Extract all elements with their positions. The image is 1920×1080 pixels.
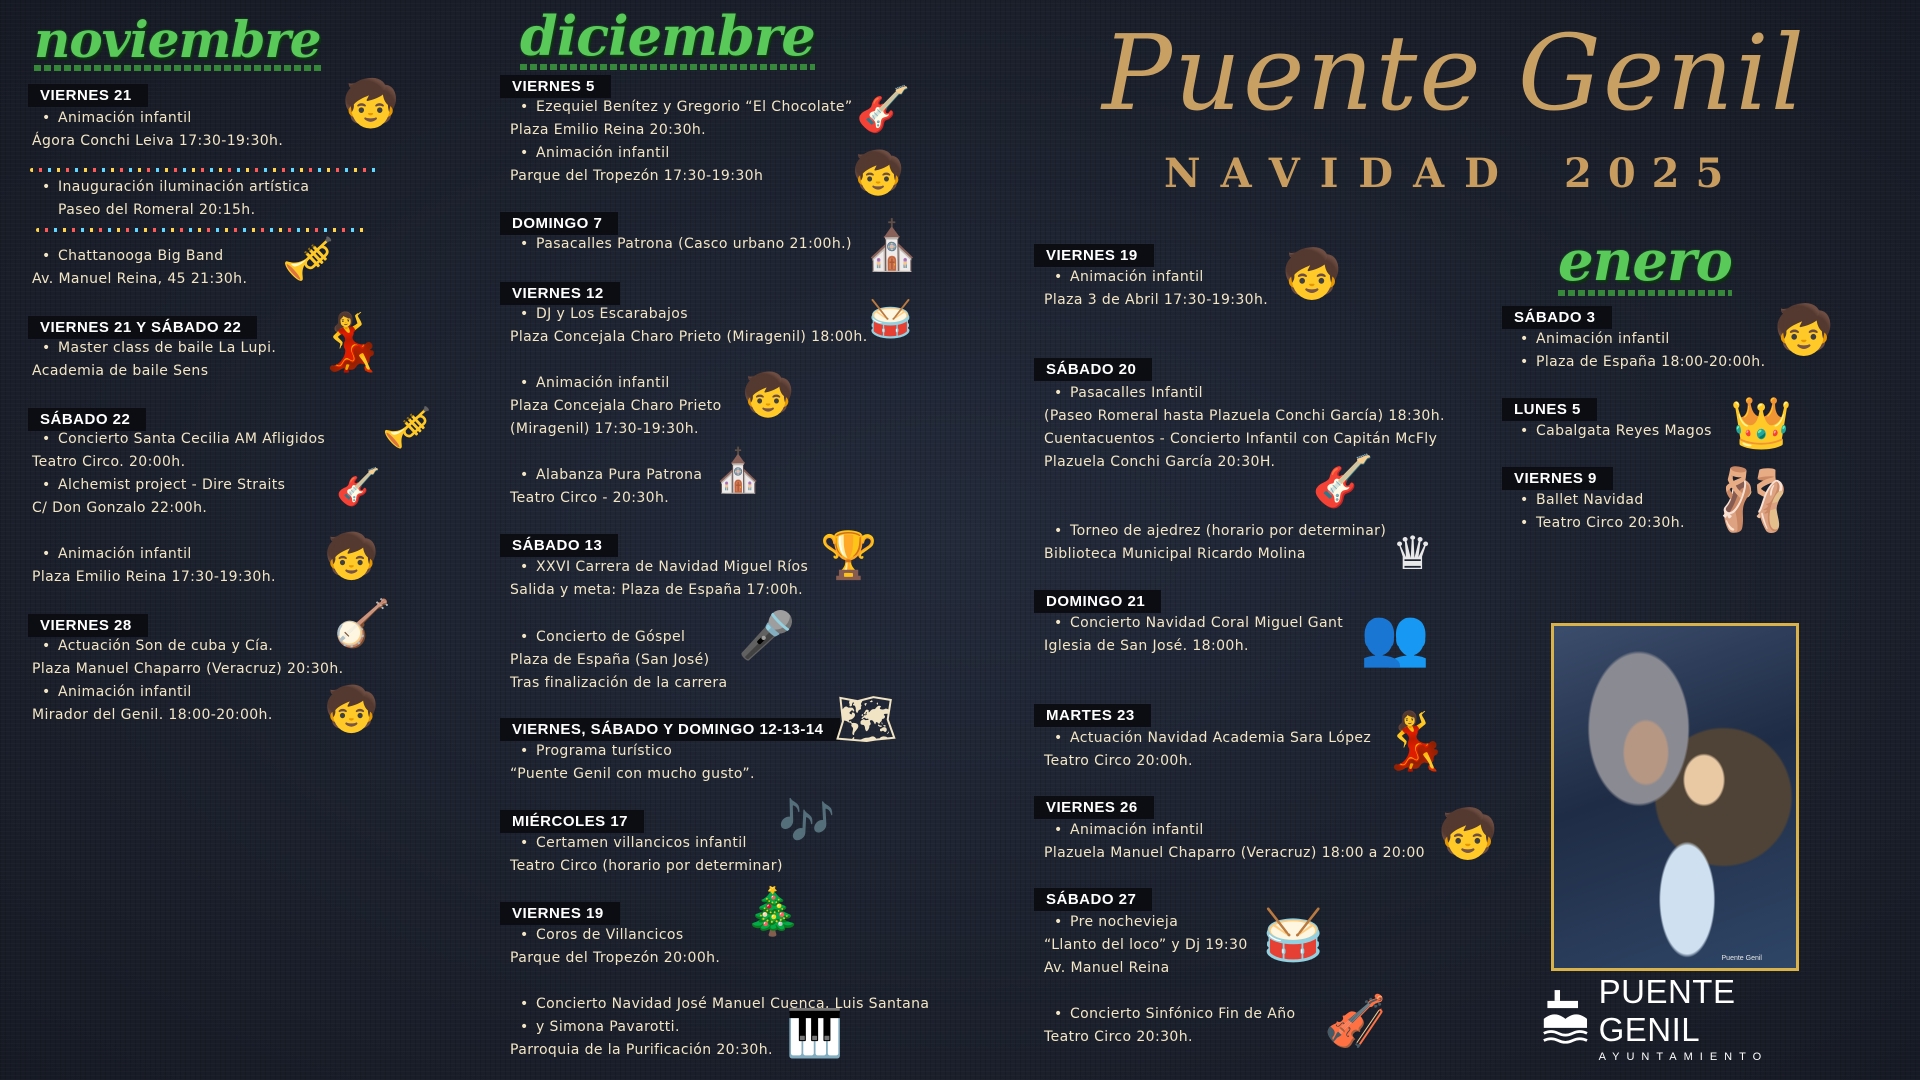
kids-play-icon: 🧒 (1774, 302, 1834, 358)
event-block (32, 635, 343, 727)
event-block (510, 96, 853, 188)
event-venue: Teatro Circo (horario por determinar) (510, 858, 783, 874)
rock-band-icon: 🎸 (336, 467, 381, 508)
day-header: VIERNES 5 (500, 75, 611, 98)
event-block (32, 428, 325, 520)
ayuntamiento-logo (1542, 973, 1822, 1063)
chess-pieces-icon: ♛ (1392, 526, 1434, 580)
day-header: VIERNES 28 (28, 614, 148, 637)
main-title-navidad: NAVIDAD (1164, 150, 1519, 197)
kids-play-icon: 🧒 (324, 684, 379, 735)
event-title: • Concierto de Góspel (510, 626, 727, 649)
guitar-icon: 🎸 (856, 84, 911, 135)
event-block (510, 740, 755, 786)
event-block (32, 337, 276, 383)
month-title-noviembre: noviembre (34, 10, 321, 69)
day-header: DOMINGO 21 (1034, 590, 1161, 613)
event-venue: C/ Don Gonzalo 22:00h. (32, 500, 208, 516)
day-header: MARTES 23 (1034, 704, 1151, 727)
event-venue: Plaza de España (San José) (510, 652, 710, 668)
event-venue: (Paseo Romeral hasta Plazuela Conchi García) 18:30h. (1044, 408, 1445, 424)
event-title: • Concierto Sinfónico Fin de Año (1044, 1003, 1296, 1026)
event-title: • Animación infantil (1044, 819, 1425, 842)
event-title: • Chattanooga Big Band (32, 245, 247, 268)
event-block (1044, 266, 1268, 312)
podium-icon: 🏆 (820, 528, 878, 582)
event-title: • Animación infantil (510, 372, 722, 395)
trumpet-player-icon: 🎺 (282, 234, 335, 283)
event-block (510, 303, 868, 349)
day-header: VIERNES 19 (500, 902, 620, 925)
rock-band-icon: 🥁 (1262, 906, 1325, 964)
event-title: • DJ y Los Escarabajos (510, 303, 868, 326)
day-header: VIERNES 12 (500, 282, 620, 305)
event-title: • Animación infantil (1510, 328, 1765, 351)
event-venue: Plazuela Manuel Chaparro (Veracruz) 18:00 a 20:00 (1044, 845, 1425, 861)
event-venue: Cuentacuentos - Concierto Infantil con Capitán McFly (1044, 431, 1438, 447)
event-venue: Salida y meta: Plaza de España 17:00h. (510, 582, 803, 598)
string-lights-top (30, 168, 380, 172)
day-header: VIERNES 9 (1502, 467, 1613, 490)
event-title: • Animación infantil (1044, 266, 1268, 289)
three-kings-icon: 👑 (1730, 394, 1793, 452)
event-title: • Concierto Santa Cecilia AM Afligidos (32, 428, 325, 451)
day-header: MIÉRCOLES 17 (500, 810, 644, 833)
day-header: SÁBADO 22 (28, 408, 146, 431)
event-block (32, 107, 283, 153)
event-venue: Plaza Concejala Charo Prieto (Miragenil) 18:00h. (510, 329, 868, 345)
event-title: • Pasacalles Patrona (Casco urbano 21:00h.) (510, 233, 852, 256)
flamenco-dancer-icon: 💃 (316, 310, 386, 375)
event-title: • Animación infantil (32, 107, 283, 130)
kids-play-icon: 🧒 (1438, 806, 1498, 862)
event-title: • Animación infantil (32, 681, 343, 704)
holy-family-painting (1551, 623, 1799, 971)
event-block (32, 543, 276, 589)
event-block (32, 245, 247, 291)
event-block (510, 993, 929, 1062)
tourism-icon: 🗺 (834, 690, 898, 748)
event-venue: “Puente Genil con mucho gusto”. (510, 766, 755, 782)
event-title: • Inauguración iluminación artística (32, 176, 309, 199)
rock-band-icon: 🥁 (868, 299, 913, 340)
event-title: • Alchemist project - Dire Straits (32, 474, 325, 497)
event-block (1044, 382, 1445, 474)
event-block (510, 832, 783, 878)
choir-icon: 👥 (1360, 605, 1430, 670)
event-title: • Cabalgata Reyes Magos (1510, 420, 1712, 443)
event-block (510, 233, 852, 256)
main-title-script: Puente Genil (1102, 12, 1807, 134)
children-singing-icon: 🎶 (778, 794, 836, 848)
event-title: • Actuación Navidad Academia Sara López (1044, 727, 1371, 750)
event-block (1510, 420, 1712, 443)
event-venue: Plaza 3 de Abril 17:30-19:30h. (1044, 292, 1269, 308)
event-venue: Iglesia de San José. 18:00h. (1044, 638, 1249, 654)
day-header: SÁBADO 3 (1502, 306, 1612, 329)
day-header: SÁBADO 27 (1034, 888, 1152, 911)
day-header: VIERNES, SÁBADO Y DOMINGO 12-13-14 (500, 718, 840, 741)
event-venue: Teatro Circo 20:00h. (1044, 753, 1193, 769)
event-title: • Certamen villancicos infantil (510, 832, 783, 855)
event-venue: Paseo del Romeral 20:15h. (58, 202, 256, 218)
event-block (510, 626, 727, 695)
virgin-mary-icon: ⛪ (862, 218, 922, 274)
event-title: • Pre nochevieja (1044, 911, 1248, 934)
event-block (510, 556, 808, 602)
event-venue: Ágora Conchi Leiva 17:30-19:30h. (32, 133, 284, 149)
kids-play-icon: 🧒 (852, 148, 905, 197)
event-block (1044, 1003, 1296, 1049)
logo-subtitle: AYUNTAMIENTO (1598, 1051, 1769, 1063)
event-venue: Mirador del Genil. 18:00-20:00h. (32, 707, 273, 723)
guitar-player-icon: 🪕 (334, 596, 392, 650)
event-title: • Programa turístico (510, 740, 755, 763)
day-header: VIERNES 21 (28, 84, 148, 107)
day-header: SÁBADO 13 (500, 534, 618, 557)
month-title-diciembre: diciembre (520, 4, 815, 68)
day-header: VIERNES 26 (1034, 796, 1154, 819)
kids-play-icon: 🧒 (742, 370, 795, 419)
kids-play-icon: 🧒 (342, 76, 400, 130)
day-header: VIERNES 19 (1034, 244, 1154, 267)
event-title: • Pasacalles Infantil (1044, 382, 1445, 405)
event-block (1510, 328, 1765, 374)
event-title: • XXVI Carrera de Navidad Miguel Ríos (510, 556, 808, 579)
event-title: • Animación infantil (32, 543, 276, 566)
event-title: • Ezequiel Benítez y Gregorio “El Chocolate” (510, 96, 853, 119)
bridge-logo-icon (1542, 985, 1591, 1051)
event-block (1044, 520, 1386, 566)
kids-play-icon: 🧒 (324, 531, 379, 582)
event-venue: Tras finalización de la carrera (510, 675, 728, 691)
carolers-icon: 🎄 (744, 884, 802, 938)
event-title: • Actuación Son de cuba y Cía. (32, 635, 343, 658)
event-venue: Av. Manuel Reina (1044, 960, 1170, 976)
event-venue: Plaza Manuel Chaparro (Veracruz) 20:30h. (32, 661, 344, 677)
event-venue: “Llanto del loco” y Dj 19:30 (1044, 937, 1248, 953)
event-venue: Teatro Circo - 20:30h. (510, 490, 670, 506)
event-block (1044, 819, 1425, 865)
event-block (510, 464, 702, 510)
trumpet-icon: 🎺 (382, 405, 432, 451)
event-venue: Teatro Circo. 20:00h. (32, 454, 186, 470)
event-title: • Ballet Navidad (1510, 489, 1685, 512)
month-title-enero: enero (1558, 228, 1732, 294)
event-block (1044, 911, 1248, 980)
event-title: • Animación infantil (510, 142, 853, 165)
gospel-choir-icon: 🎤 (738, 608, 796, 662)
event-venue: Plaza Concejala Charo Prieto (510, 398, 722, 414)
event-title: • Concierto Navidad José Manuel Cuenca, Luis Santana (510, 993, 929, 1016)
event-venue: (Miragenil) 17:30-19:30h. (510, 421, 699, 437)
dancer-icon: 💃 (1380, 709, 1450, 774)
event-venue: Teatro Circo 20:30h. (1044, 1029, 1193, 1045)
event-venue: Parque del Tropezón 20:00h. (510, 950, 721, 966)
kids-play-icon: 🧒 (1282, 246, 1342, 302)
event-venue: Plaza Emilio Reina 17:30-19:30h. (32, 569, 276, 585)
virgin-mary-icon: ⛪ (712, 446, 765, 495)
ballerina-icon: 🩰 (1716, 465, 1791, 535)
event-block (510, 924, 720, 970)
event-title: • Concierto Navidad Coral Miguel Gant (1044, 612, 1343, 635)
event-venue: Parque del Tropezón 17:30-19:30h (510, 168, 764, 184)
logo-name: PUENTE GENIL (1598, 973, 1736, 1048)
day-header: DOMINGO 7 (500, 212, 618, 235)
day-header: SÁBADO 20 (1034, 358, 1152, 381)
string-lights-bottom (36, 228, 366, 232)
event-title: • Alabanza Pura Patrona (510, 464, 702, 487)
orchestra-conductor-icon: 🎻 (1324, 992, 1387, 1050)
event-venue: Plazuela Conchi García 20:30H. (1044, 454, 1276, 470)
event-block (1510, 489, 1685, 535)
event-title: • Coros de Villancicos (510, 924, 720, 947)
event-block (1044, 612, 1343, 658)
event-block (1044, 727, 1371, 773)
piano-icon: 🎹 (786, 1006, 844, 1060)
event-venue: Av. Manuel Reina, 45 21:30h. (32, 271, 248, 287)
event-title: • Teatro Circo 20:30h. (1510, 512, 1685, 535)
main-title-year: 2025 (1564, 150, 1740, 197)
event-title: • y Simona Pavarotti. (510, 1016, 929, 1039)
rock-band-icon: 🎸 (1312, 452, 1375, 510)
day-header: VIERNES 21 Y SÁBADO 22 (28, 316, 257, 339)
day-header: LUNES 5 (1502, 398, 1597, 421)
event-venue: Plaza Emilio Reina 20:30h. (510, 122, 707, 138)
event-venue: Biblioteca Municipal Ricardo Molina (1044, 546, 1306, 562)
event-block (32, 176, 309, 222)
event-title: • Torneo de ajedrez (horario por determinar) (1044, 520, 1386, 543)
event-venue: Academia de baile Sens (32, 363, 209, 379)
painting-signature: Puente Genil (1721, 955, 1762, 962)
event-venue: Parroquia de la Purificación 20:30h. (510, 1042, 773, 1058)
event-title: • Master class de baile La Lupi. (32, 337, 276, 360)
event-block (510, 372, 722, 441)
event-title: • Plaza de España 18:00-20:00h. (1510, 351, 1765, 374)
